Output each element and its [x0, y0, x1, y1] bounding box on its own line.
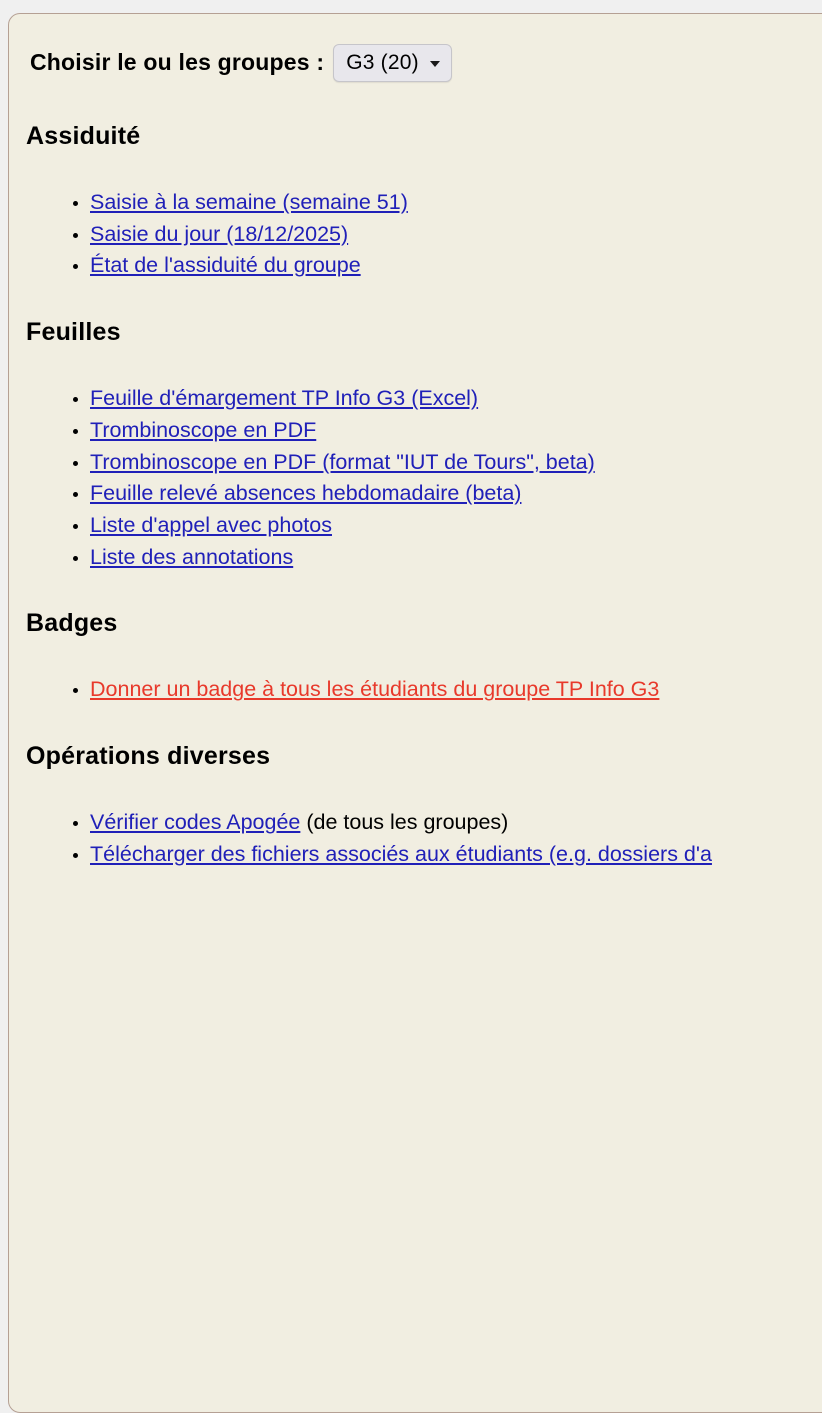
group-chooser-label: Choisir le ou les groupes :: [30, 49, 325, 75]
section-title-operations-diverses: Opérations diverses: [26, 742, 271, 771]
section-title-feuilles: Feuilles: [26, 318, 121, 347]
feuilles-link-list: [26, 383, 822, 573]
list-item: [90, 510, 822, 542]
link-liste-appel-photos[interactable]: Liste d'appel avec photos: [90, 512, 332, 537]
group-chooser-row: [30, 44, 822, 81]
list-item: [90, 478, 822, 510]
group-select[interactable]: [333, 44, 452, 82]
link-feuille-releve-absences[interactable]: Feuille relevé absences hebdomadaire (beta): [90, 481, 522, 506]
list-item: [90, 674, 822, 706]
link-trombinoscope-pdf[interactable]: Trombinoscope en PDF: [90, 417, 317, 442]
link-feuille-emargement[interactable]: Feuille d'émargement TP Info G3 (Excel): [90, 386, 479, 411]
badges-link-list: [26, 674, 822, 706]
group-select-value: G3 (20): [346, 50, 419, 74]
list-item: [90, 542, 822, 574]
link-trombinoscope-iut-tours[interactable]: Trombinoscope en PDF (format "IUT de Tours", beta): [90, 449, 595, 474]
operations-link-list: [26, 807, 822, 870]
list-item: [90, 807, 822, 839]
chevron-down-icon: [430, 61, 440, 67]
section-title-badges: Badges: [26, 609, 118, 638]
link-etat-assiduite[interactable]: État de l'assiduité du groupe: [90, 253, 361, 278]
section-title-assiduite: Assiduité: [26, 122, 141, 150]
link-saisie-semaine[interactable]: Saisie à la semaine (semaine 51): [90, 190, 408, 214]
list-item: [90, 839, 822, 871]
list-item: [90, 383, 822, 415]
list-item: [90, 250, 822, 282]
list-item: [90, 187, 822, 219]
list-item: [90, 219, 822, 251]
list-item: [90, 447, 822, 479]
list-item: [90, 415, 822, 447]
assiduite-link-list: [26, 187, 822, 282]
link-saisie-jour[interactable]: Saisie du jour (18/12/2025): [90, 221, 349, 246]
link-donner-badge[interactable]: Donner un badge à tous les étudiants du groupe TP Info G3: [90, 677, 660, 702]
link-liste-annotations[interactable]: Liste des annotations: [90, 544, 294, 569]
group-panel: [8, 13, 822, 1413]
link-verifier-codes-apogee[interactable]: Vérifier codes Apogée: [90, 810, 301, 835]
link-telecharger-fichiers[interactable]: Télécharger des fichiers associés aux étudiants (e.g. dossiers d'a: [90, 841, 712, 866]
apogee-suffix-text: (de tous les groupes): [300, 810, 509, 835]
